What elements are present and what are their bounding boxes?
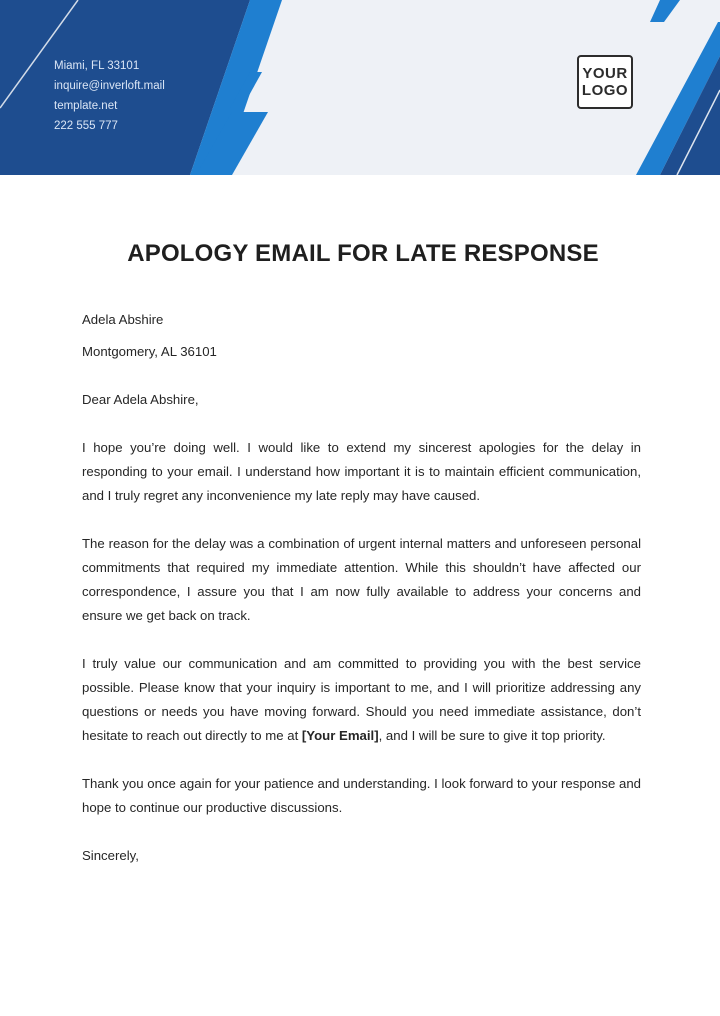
recipient-name: Adela Abshire <box>82 312 164 327</box>
letter-body <box>82 308 641 868</box>
paragraph-4: Thank you once again for your patience and understanding. I look forward to your response and hope to continue our productive discussions. <box>82 776 641 815</box>
contact-email: inquire@inverloft.mail <box>54 80 165 92</box>
contact-phone: 222 555 777 <box>54 120 118 132</box>
closing: Sincerely, <box>82 848 139 863</box>
paragraph-2: The reason for the delay was a combination of urgent internal matters and unforeseen personal commitments that required my immediate attention. While this shouldn’t have affected our correspondence, I assure you that I am now fully available to address your concerns and ensure we get back on track. <box>82 536 641 623</box>
salutation: Dear Adela Abshire, <box>82 392 199 407</box>
paragraph-3 <box>82 652 641 748</box>
recipient-address: Montgomery, AL 36101 <box>82 344 217 359</box>
paragraph-3-text-a: I truly value our communication and am committed to providing you with the best service possible. Please know that your inquiry is important to me, and I will prioritize addressing any questions or needs you have moving forward. Should you need immediate assistance, don’t hesitate to reach out directly to me at <box>82 656 641 743</box>
contact-address: Miami, FL 33101 <box>54 60 140 72</box>
email-placeholder: [Your Email] <box>301 728 379 743</box>
company-logo <box>577 55 633 109</box>
document-title: APOLOGY EMAIL FOR LATE RESPONSE <box>127 240 599 267</box>
logo-line-2: LOGO <box>581 82 629 99</box>
letterhead-header <box>0 0 720 175</box>
contact-website: template.net <box>54 100 118 112</box>
paragraph-1: I hope you’re doing well. I would like to extend my sincerest apologies for the delay in responding to your email. I understand how important it is to maintain efficient communication, and I truly regret any inconvenience my late reply may have caused. <box>82 440 641 503</box>
header-right-accent-top <box>650 0 680 22</box>
logo-line-1: YOUR <box>582 65 628 82</box>
contact-info <box>54 56 165 136</box>
paragraph-3-text-b: , and I will be sure to give it top priority. <box>378 728 606 743</box>
